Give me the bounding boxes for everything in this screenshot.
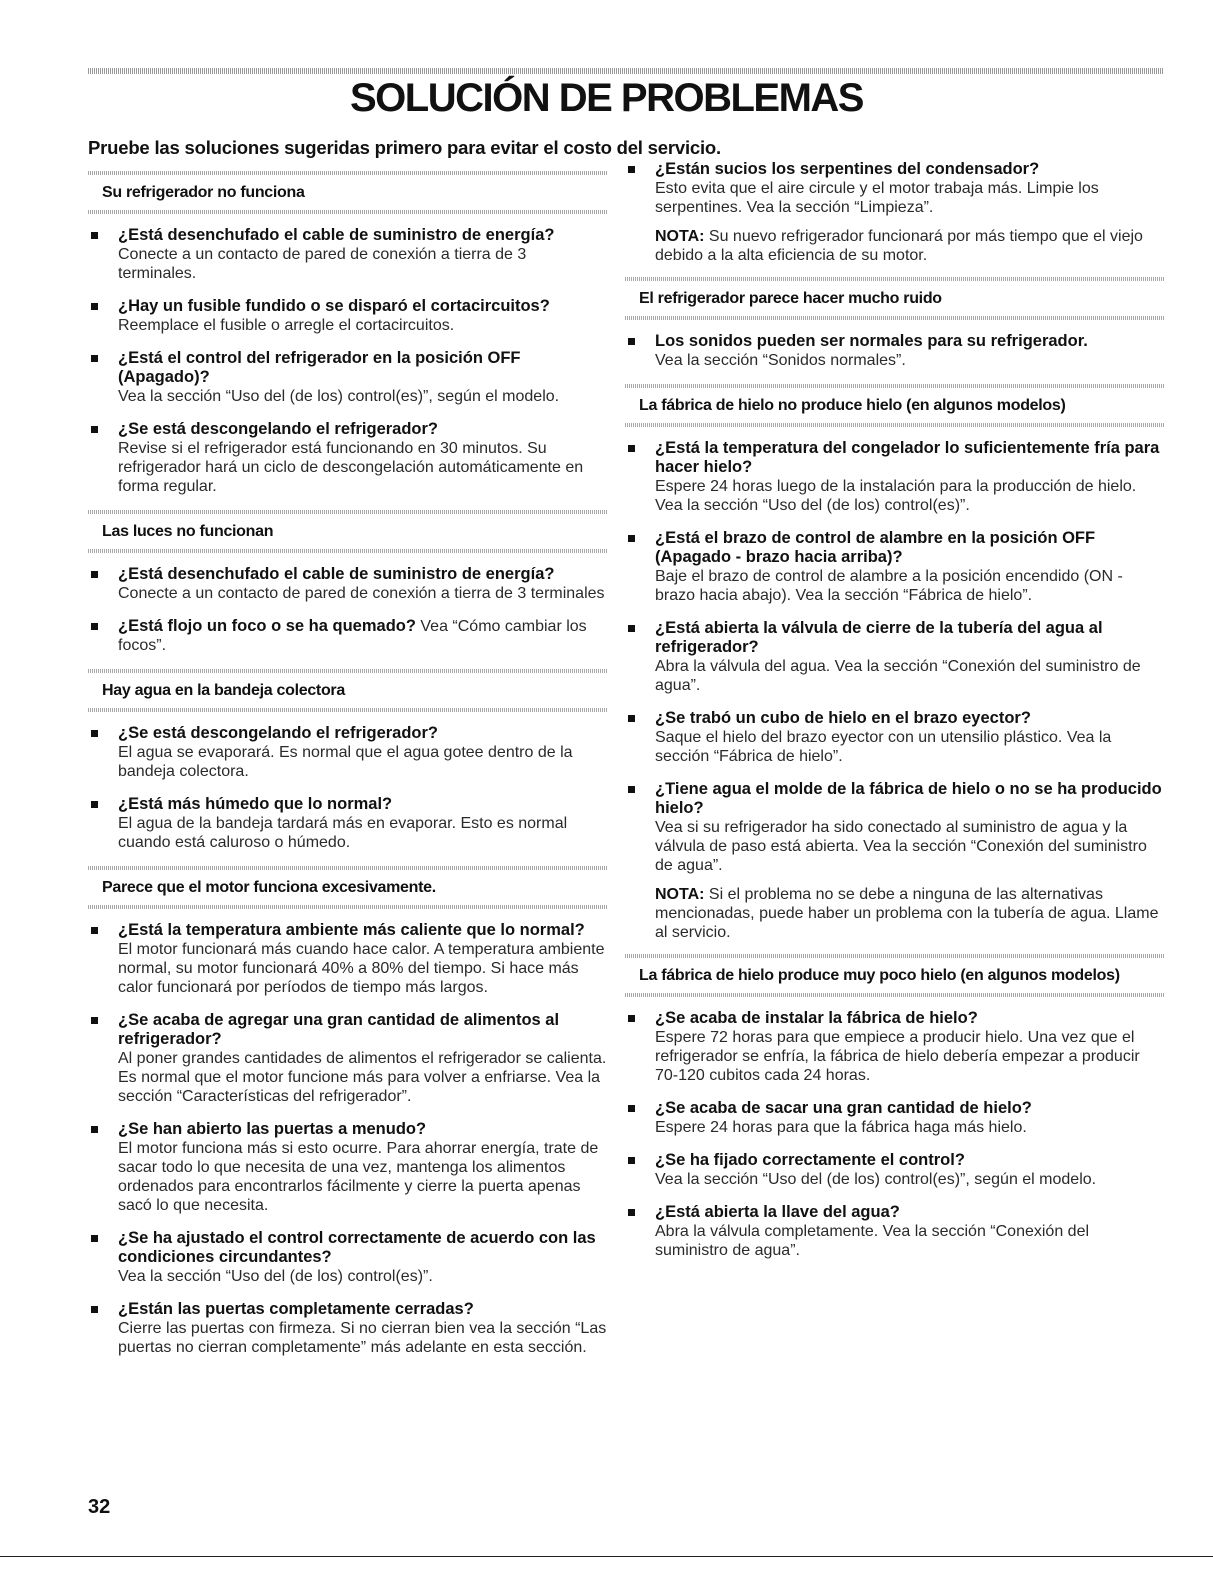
section-heading: Su refrigerador no funciona	[88, 171, 608, 214]
answer: Vea si su refrigerador ha sido conectado al suministro de agua y la válvula de paso está abierta. Vea la sección “Conexión del suministro de agua”.	[655, 819, 1147, 874]
answer: Vea la sección “Uso del (de los) control(es)”.	[118, 1268, 433, 1285]
section-heading: El refrigerador parece hacer mucho ruido	[625, 277, 1165, 320]
answer: Esto evita que el aire circule y el motor trabaja más. Limpie los serpentines. Vea la sección “Limpieza”.	[655, 180, 1099, 216]
page-subtitle: Pruebe las soluciones sugeridas primero para evitar el costo del servicio.	[88, 137, 721, 158]
troubleshoot-item	[625, 529, 1165, 605]
troubleshoot-item	[625, 1099, 1165, 1137]
troubleshoot-item	[625, 709, 1165, 766]
answer-text: Vea “Cómo cambiar los focos”.	[118, 618, 587, 654]
bullet-icon	[91, 355, 98, 362]
answer: Vea la sección “Uso del (de los) control(es)”, según el modelo.	[118, 388, 560, 405]
answer: Abra la válvula del agua. Vea la sección “Conexión del suministro de agua”.	[655, 658, 1141, 694]
troubleshoot-item	[88, 617, 608, 655]
bullet-icon	[628, 535, 635, 542]
answer: Vea la sección “Uso del (de los) control(es)”, según el modelo.	[655, 1171, 1097, 1188]
question: ¿Se está descongelando el refrigerador?	[118, 724, 439, 742]
troubleshoot-item	[88, 921, 608, 997]
question: ¿Hay un fusible fundido o se disparó el cortacircuitos?	[118, 297, 550, 315]
troubleshoot-item	[625, 439, 1165, 515]
answer: Saque el hielo del brazo eyector con un utensilio plástico. Vea la sección “Fábrica de hielo”.	[655, 729, 1112, 765]
troubleshoot-item	[88, 795, 608, 852]
section-heading: La fábrica de hielo produce muy poco hielo (en algunos modelos)	[625, 954, 1165, 997]
section-heading: Parece que el motor funciona excesivamente.	[88, 866, 608, 909]
troubleshoot-item	[88, 420, 608, 496]
answer: El motor funcionará más cuando hace calor. A temperatura ambiente normal, su motor funcionará 40% a 80% del tiempo. Si hace más calor funcionará por períodos de tiempo más largos.	[118, 941, 605, 996]
troubleshoot-item	[88, 349, 608, 406]
bullet-icon	[91, 1126, 98, 1133]
answer-inline	[118, 617, 608, 655]
troubleshoot-item	[88, 1120, 608, 1215]
troubleshoot-item	[88, 724, 608, 781]
bullet-icon	[91, 927, 98, 934]
question: ¿Se han abierto las puertas a menudo?	[118, 1120, 427, 1138]
answer: Espere 24 horas luego de la instalación para la producción de hielo. Vea la sección “Uso del (de los) control(es)”.	[655, 478, 1137, 514]
section-heading: Las luces no funcionan	[88, 510, 608, 553]
page-number: 32	[88, 1496, 111, 1518]
troubleshoot-item	[88, 1229, 608, 1286]
top-decorative-rule	[88, 68, 1163, 74]
bullet-icon	[628, 445, 635, 452]
question: ¿Se está descongelando el refrigerador?	[118, 420, 439, 438]
bullet-icon	[628, 715, 635, 722]
question: ¿Está el brazo de control de alambre en la posición OFF (Apagado - brazo hacia arriba)?	[655, 529, 1096, 566]
troubleshoot-item	[88, 1300, 608, 1357]
bullet-icon	[628, 1157, 635, 1164]
question: ¿Está el control del refrigerador en la posición OFF (Apagado)?	[118, 349, 521, 386]
note-label: NOTA:	[655, 228, 705, 245]
question: ¿Se acaba de instalar la fábrica de hielo?	[655, 1009, 978, 1027]
bullet-icon	[628, 1015, 635, 1022]
question: ¿Se ha fijado correctamente el control?	[655, 1151, 965, 1169]
answer: Abra la válvula completamente. Vea la sección “Conexión del suministro de agua”.	[655, 1223, 1090, 1259]
answer: Espere 72 horas para que empiece a producir hielo. Una vez que el refrigerador se enfría, la fábrica de hielo debería empezar a producir 70-120 cubitos cada 24 horas.	[655, 1029, 1140, 1084]
answer: Cierre las puertas con firmeza. Si no cierran bien vea la sección “Las puertas no cierran completamente” más adelante en esta sección.	[118, 1320, 607, 1356]
note	[625, 227, 1165, 265]
note-text: Si el problema no se debe a ninguna de las alternativas mencionadas, puede haber un problema con la tubería de agua. Llame al servicio.	[655, 886, 1159, 941]
question: Los sonidos pueden ser normales para su refrigerador.	[655, 332, 1088, 350]
bullet-icon	[91, 571, 98, 578]
bullet-icon	[628, 625, 635, 632]
bullet-icon	[91, 801, 98, 808]
bullet-icon	[91, 730, 98, 737]
troubleshoot-item	[88, 565, 608, 603]
answer: Revise si el refrigerador está funcionando en 30 minutos. Su refrigerador hará un ciclo de descongelación automáticamente en forma regular.	[118, 440, 584, 495]
bullet-icon	[628, 338, 635, 345]
page-title: SOLUCIÓN DE PROBLEMAS	[350, 76, 863, 120]
troubleshoot-item	[625, 160, 1165, 217]
bullet-icon	[91, 1306, 98, 1313]
question: ¿Está desenchufado el cable de suministro de energía?	[118, 565, 555, 583]
note-label: NOTA:	[655, 886, 705, 903]
answer: Baje el brazo de control de alambre a la posición encendido (ON - brazo hacia abajo). Vea la sección “Fábrica de hielo”.	[655, 568, 1123, 604]
answer: Vea la sección “Sonidos normales”.	[655, 352, 906, 369]
question: ¿Está la temperatura del congelador lo suficientemente fría para hacer hielo?	[655, 439, 1160, 476]
question: ¿Está más húmedo que lo normal?	[118, 795, 393, 813]
question: ¿Están las puertas completamente cerradas?	[118, 1300, 474, 1318]
answer: El agua se evaporará. Es normal que el agua gotee dentro de la bandeja colectora.	[118, 744, 573, 780]
troubleshoot-item	[88, 297, 608, 335]
bullet-icon	[628, 786, 635, 793]
bullet-icon	[91, 303, 98, 310]
note	[625, 885, 1165, 942]
answer: Conecte a un contacto de pared de conexión a tierra de 3 terminales	[118, 585, 605, 602]
answer: El motor funciona más si esto ocurre. Para ahorrar energía, trate de sacar todo lo que necesita de una vez, mantenga los alimentos ordenados para encontrarlos fácilmente y cierre la puerta apenas sacó lo que necesita.	[118, 1140, 599, 1214]
question: ¿Está flojo un foco o se ha quemado?	[118, 617, 416, 635]
question: ¿Se acaba de agregar una gran cantidad de alimentos al refrigerador?	[118, 1011, 560, 1048]
troubleshoot-item	[625, 1009, 1165, 1085]
question: ¿Se trabó un cubo de hielo en el brazo eyector?	[655, 709, 1031, 727]
bullet-icon	[91, 426, 98, 433]
troubleshoot-item	[88, 1011, 608, 1106]
bullet-icon	[91, 1235, 98, 1242]
answer: Conecte a un contacto de pared de conexión a tierra de 3 terminales.	[118, 246, 527, 282]
bullet-icon	[91, 1017, 98, 1024]
troubleshoot-item	[88, 226, 608, 283]
bullet-icon	[91, 623, 98, 630]
right-column	[625, 160, 1165, 1274]
bullet-icon	[91, 232, 98, 239]
question: ¿Tiene agua el molde de la fábrica de hielo o no se ha producido hielo?	[655, 780, 1162, 817]
question: ¿Está desenchufado el cable de suministro de energía?	[118, 226, 555, 244]
question: ¿Está la temperatura ambiente más caliente que lo normal?	[118, 921, 585, 939]
note-text: Su nuevo refrigerador funcionará por más tiempo que el viejo debido a la alta eficiencia de su motor.	[655, 228, 1143, 264]
answer: Al poner grandes cantidades de alimentos el refrigerador se calienta. Es normal que el motor funcione más para volver a enfriarse. Vea la sección “Características del refrigerador”.	[118, 1050, 607, 1105]
question: ¿Está abierta la llave del agua?	[655, 1203, 900, 1221]
question: ¿Se ha ajustado el control correctamente de acuerdo con las condiciones circundantes?	[118, 1229, 596, 1266]
question: ¿Se acaba de sacar una gran cantidad de hielo?	[655, 1099, 1032, 1117]
question: ¿Está abierta la válvula de cierre de la tubería del agua al refrigerador?	[655, 619, 1103, 656]
section-heading: La fábrica de hielo no produce hielo (en algunos modelos)	[625, 384, 1165, 427]
bullet-icon	[628, 1209, 635, 1216]
troubleshoot-item	[625, 1203, 1165, 1260]
left-column	[88, 165, 608, 1371]
answer: El agua de la bandeja tardará más en evaporar. Esto es normal cuando está caluroso o húmedo.	[118, 815, 568, 851]
troubleshoot-item	[625, 332, 1165, 370]
answer: Espere 24 horas para que la fábrica haga más hielo.	[655, 1119, 1027, 1136]
troubleshoot-item	[625, 780, 1165, 875]
bullet-icon	[628, 166, 635, 173]
troubleshoot-item	[625, 1151, 1165, 1189]
question: ¿Están sucios los serpentines del condensador?	[655, 160, 1040, 178]
section-heading: Hay agua en la bandeja colectora	[88, 669, 608, 712]
answer: Reemplace el fusible o arregle el cortacircuitos.	[118, 317, 455, 334]
troubleshoot-item	[625, 619, 1165, 695]
bullet-icon	[628, 1105, 635, 1112]
bottom-rule	[0, 1556, 1213, 1557]
